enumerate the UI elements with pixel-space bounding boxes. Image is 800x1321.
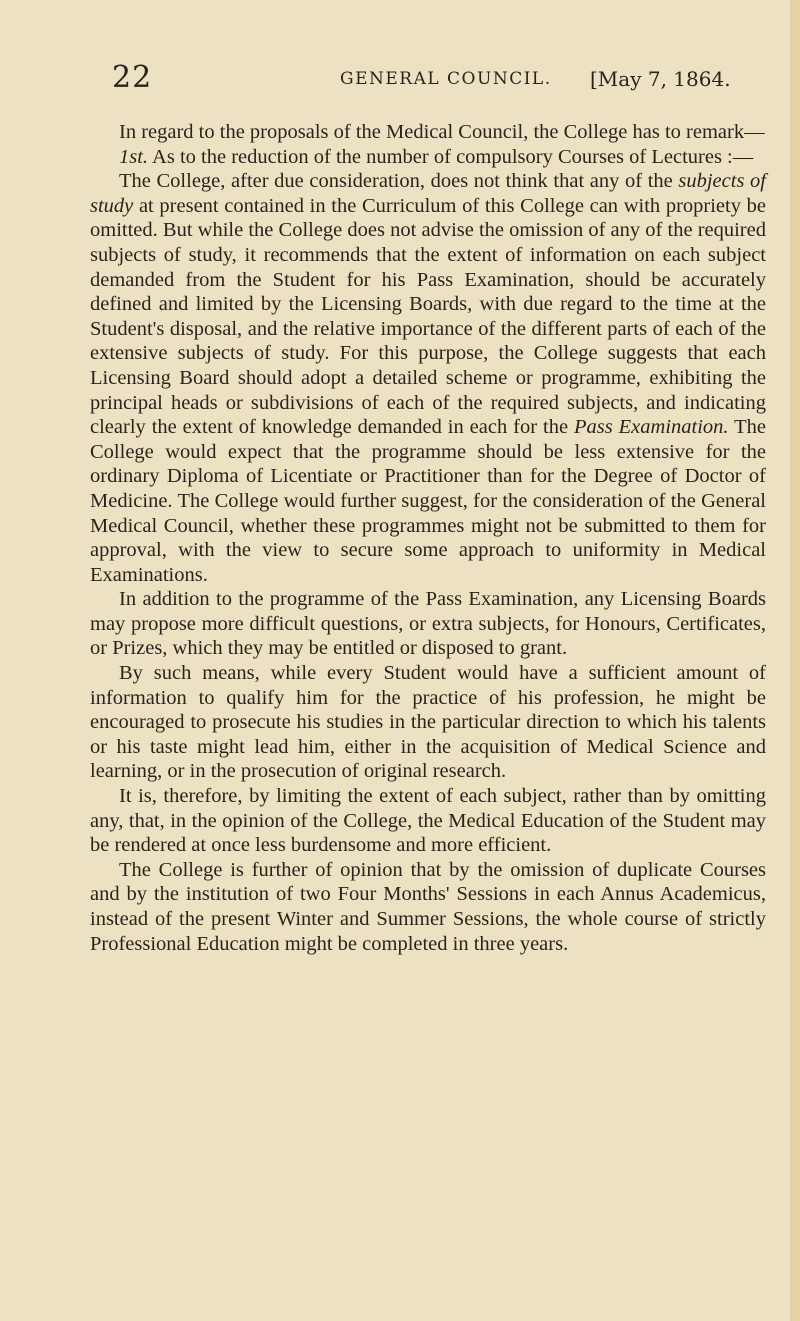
first-point-text: As to the reduction of the number of compulsory Courses of Lectures :—: [148, 145, 754, 168]
ordinal-label: 1st.: [119, 145, 149, 168]
page-edge: [790, 0, 800, 1321]
paragraph-duplicate-courses: The College is further of opinion that by the omission of duplicate Courses and by the institution of two Four Months' Sessions in each Annus Academicus, instead of the present Winter and Summer Sessions, the whole course of strictly Professional Education might be completed in three years.: [90, 858, 766, 955]
emphasis-subjects-of-study: subjects of study: [90, 170, 766, 217]
paragraph-means: By such means, while every Student would have a sufficient amount of information to qualify him for the practice of his profession, he might be encouraged to prosecute his studies in the particular direction to which his talents or his taste might lead him, either in the acquisition of Medical Science and learning, or in the prosecution of original research.: [90, 662, 766, 783]
paragraph-intro: In regard to the proposals of the Medical Council, the College has to remark—: [119, 121, 765, 143]
page-number: 22: [112, 60, 153, 95]
college-view-text-c: The College would expect that the programme should be less extensive for the ordinary Diploma of Licentiate or Practitioner than for the Degree of Doctor of Medicine. The College would further suggest, for the consideration of the General Medical Council, whether these programmes might not be submitted to them for approval, with the view to secure some approach to uniformity in Medical Examinations.: [90, 416, 766, 586]
paragraph-college-view: [90, 169, 766, 587]
paragraph-honours: In addition to the programme of the Pass Examination, any Licensing Boards may propose more difficult questions, or extra subjects, for Honours, Certificates, or Prizes, which they may be entitled or disposed to grant.: [90, 588, 766, 660]
college-view-text-b: at present contained in the Curriculum of this College can with propriety be omitted. But while the College does not advise the omission of any of the required subjects of study, it recommends that the extent of information on each subject demanded from the Student for his Pass Examination, should be accurately defined and limited by the Licensing Boards, with due regard to the time at the Student's disposal, and the relative importance of the different parts of each of the extensive subjects of study. For this purpose, the College suggests that each Licensing Board should adopt a detailed scheme or programme, exhibiting the principal heads or subdivisions of each of the required subjects, and indicating clearly the extent of knowledge demanded in each for the: [90, 194, 766, 439]
page-header: [112, 60, 772, 100]
running-head: GENERAL COUNCIL.: [340, 69, 552, 89]
body-text: [90, 120, 766, 956]
college-view-text-a: The College, after due consideration, does not think that any of the: [119, 170, 679, 193]
date-heading: [May 7, 1864.: [590, 67, 731, 91]
emphasis-pass-examination: Pass Examination.: [573, 416, 729, 439]
paragraph-limiting: It is, therefore, by limiting the extent of each subject, rather than by omitting any, that, in the opinion of the College, the Medical Education of the Student may be rendered at once less burdensome and more efficient.: [90, 785, 766, 857]
paragraph-first-point: [90, 145, 766, 170]
